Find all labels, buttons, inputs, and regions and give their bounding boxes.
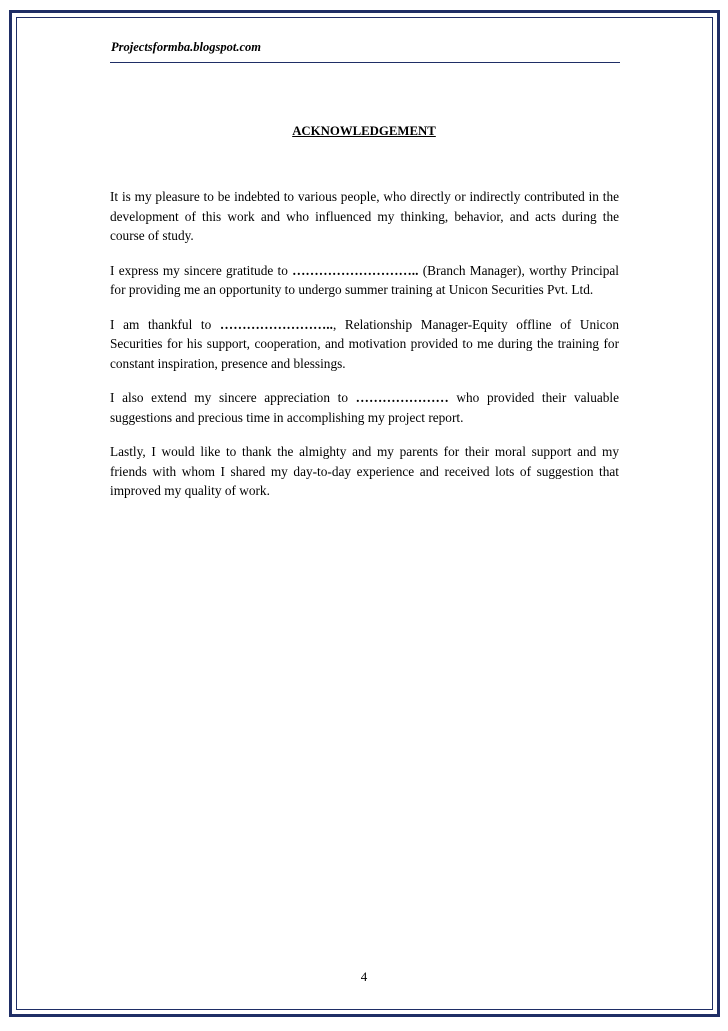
page-number: 4 (360, 969, 368, 984)
paragraph-text: I express my sincere gratitude to (110, 262, 293, 278)
paragraph-text: who provided their valuable suggestions and precious time in accomplishing my project report. (110, 390, 619, 425)
paragraph-text: , Relationship Manager-Equity offline of Unicon Securities for his support, cooperation, and motivation provided to me during the training for constant inspiration, presence and blessings. (110, 316, 619, 371)
header-site-name: Projectsformba.blogspot.com (111, 40, 261, 54)
paragraph-text: (Branch Manager), worthy Principal for providing me an opportunity to undergo summer training at Unicon Securities Pvt. Ltd. (110, 262, 620, 297)
document-body (110, 187, 619, 516)
placeholder-dots: ……………………….. (292, 262, 419, 278)
paragraph-branch-manager (110, 261, 619, 300)
page-title-text: ACKNOWLEDGEMENT (292, 124, 436, 138)
paragraph-text: I am thankful to (110, 316, 220, 332)
paragraph-text: I also extend my sincere appreciation to (110, 390, 356, 405)
placeholder-dots: …………………….. (219, 316, 333, 332)
paragraph-closing: Lastly, I would like to thank the almighty and my parents for their moral support and my friends with whom I shared my day-to-day experience and received lots of suggestion that improved my quality of work. (110, 444, 619, 498)
placeholder-dots: ………………… (355, 390, 449, 405)
header-rule (110, 62, 620, 63)
paragraph-intro: It is my pleasure to be indebted to various people, who directly or indirectly contributed in the development of this work and who influenced my thinking, behavior, and acts during the course of study. (110, 189, 619, 243)
page-title (0, 124, 728, 139)
paragraph-appreciation (110, 388, 619, 427)
paragraph-relationship-manager (110, 315, 619, 374)
